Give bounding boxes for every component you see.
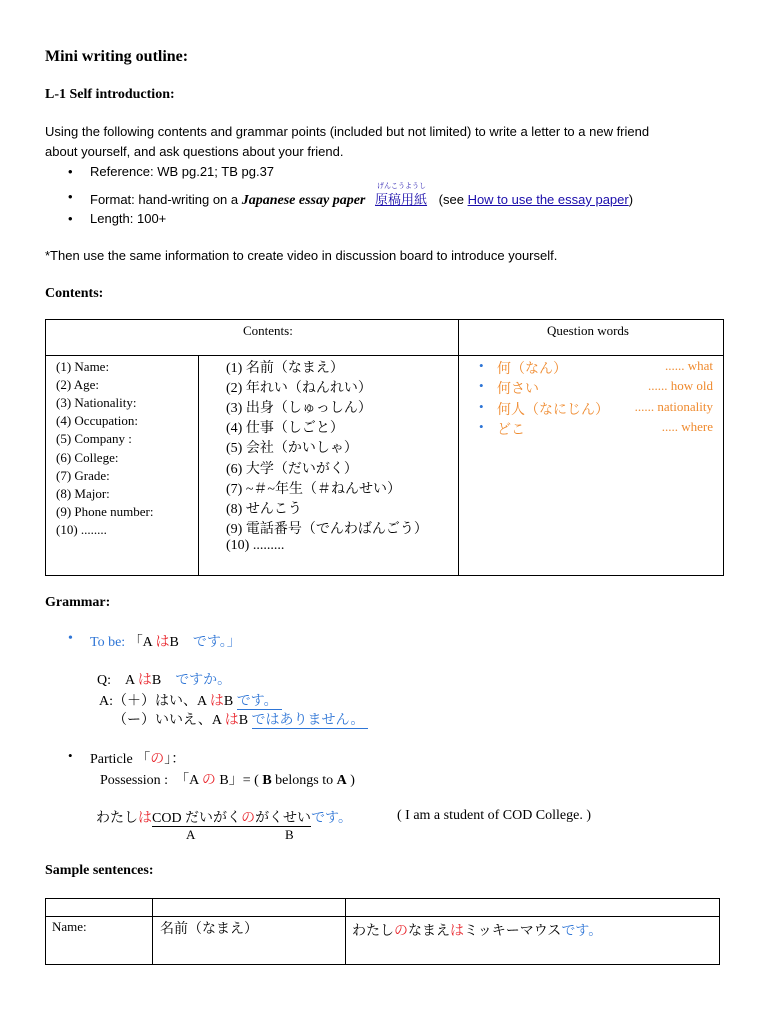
grammar-heading: Grammar: [45, 595, 111, 610]
sample-row-jp: 名前（なまえ） [160, 922, 258, 937]
label-a: A [186, 827, 196, 842]
particle-wa: は [137, 673, 152, 688]
tobe-open: 「A [128, 635, 156, 650]
particle-no: の [394, 924, 408, 939]
particle-wa: は [450, 924, 464, 939]
question-en: ..... where [661, 418, 713, 434]
possession-mid: belongs to [271, 773, 337, 788]
japanese-item: (2) 年れい（ねんれい） [226, 381, 372, 397]
question-jp: 何（なん） [497, 362, 567, 377]
s-namae: なまえ [408, 924, 450, 939]
a-b: B [223, 694, 237, 709]
possession-end: ) [346, 773, 355, 788]
see-prefix: (see [438, 192, 468, 207]
neg-dewa: ではありません。 [252, 713, 369, 729]
particle-close: 」： [164, 752, 186, 767]
english-item: (9) Phone number: [56, 503, 154, 519]
english-item: (10) ........ [56, 521, 107, 537]
bullet-format [90, 183, 634, 209]
particle-no: の [150, 752, 165, 767]
english-item: (6) College: [56, 449, 119, 465]
particle-label: Particle 「 [90, 752, 151, 767]
ex-watashi: わたし [96, 811, 138, 826]
question-en: ...... how old [648, 378, 713, 394]
genkoyoshi [375, 183, 431, 207]
particle-wa: は [155, 635, 170, 650]
english-item: (3) Nationality: [56, 395, 137, 411]
possession-b: B」= ( [215, 773, 263, 788]
sample-row-label: Name: [52, 919, 87, 934]
question-word-item [479, 398, 713, 419]
possession-bb: B [262, 773, 272, 788]
possession-line [100, 769, 355, 789]
particle-no: の [201, 773, 216, 788]
neg-b: B [238, 713, 252, 728]
tobe-b: B [169, 635, 193, 650]
format-prefix: Format: hand-writing on a [90, 192, 242, 207]
possession-label: Possession : 「A [100, 773, 202, 788]
japanese-item: (1) 名前（なまえ） [226, 361, 344, 376]
japanese-item: (6) 大学（だいがく） [226, 461, 358, 477]
japanese-item: (10) ......... [226, 537, 285, 553]
bullet-icon: • [479, 418, 484, 434]
see-suffix: ) [628, 192, 634, 207]
contents-heading: Contents: [45, 286, 104, 301]
tobe-label: To be: [90, 635, 126, 650]
sample-heading: Sample sentences: [45, 863, 154, 878]
divider [45, 355, 723, 356]
example-sentence [96, 807, 352, 827]
answer-negative-line [113, 709, 368, 729]
english-item: (5) Company : [56, 431, 132, 447]
genkoyoshi-text[interactable]: 原稿用紙 [375, 192, 428, 207]
example-translation: ( I am a student of COD College. ) [397, 808, 592, 823]
japanese-item: (4) 仕事（しごと） [226, 421, 344, 437]
s-desu: です。 [561, 924, 603, 939]
divider [152, 898, 153, 964]
format-bold: Japanese essay paper [241, 193, 366, 208]
divider [45, 916, 719, 917]
s-watashi: わたし [352, 924, 394, 939]
divider [458, 319, 459, 575]
label-b: B [285, 827, 294, 842]
particle-wa: は [138, 811, 152, 826]
japanese-item: (3) 出身（しゅっしん） [226, 401, 372, 417]
tobe-line [90, 631, 241, 651]
particle-no: の [241, 811, 256, 826]
intro-line-1: Using the following contents and grammar points (included but not limited) to write a letter to a new friend [45, 124, 650, 139]
lesson-title: L-1 Self introduction: [45, 87, 175, 102]
particle-wa: は [209, 694, 224, 709]
japanese-item: (9) 電話番号（でんわばんごう） [226, 521, 428, 537]
q-desuka: ですか。 [175, 673, 232, 688]
note: *Then use the same information to create video in discussion board to introduce yourself. [45, 248, 558, 263]
divider [345, 898, 346, 964]
q-b: B [151, 673, 176, 688]
particle-line [90, 748, 185, 768]
english-item: (2) Age: [56, 377, 99, 393]
english-item: (1) Name: [56, 359, 110, 374]
divider [198, 355, 199, 575]
essay-paper-link[interactable]: How to use the essay paper [467, 192, 629, 207]
japanese-item: (5) 会社（かいしゃ） [226, 441, 358, 457]
japanese-item: (8) せんこう [226, 501, 302, 517]
intro-line-2: about yourself, and ask questions about your friend. [45, 144, 344, 159]
question-word-item [479, 418, 713, 439]
bullet-icon: • [479, 378, 484, 394]
question-word-item [479, 378, 713, 398]
question-en: ...... what [664, 358, 713, 373]
a-label: A:（＋）はい、A [99, 694, 210, 709]
sample-table [45, 898, 719, 964]
header-question-words: Question words [547, 323, 629, 338]
bullet-icon: • [479, 358, 484, 373]
ex-cod: COD だいがく [152, 811, 242, 826]
question-jp: 何人（なにじん） [497, 402, 609, 418]
particle-wa: は [224, 713, 239, 728]
question-en: ...... nationality [634, 398, 713, 414]
bullet-reference: • Reference: WB pg.21; TB pg.37 [90, 164, 274, 179]
q-label: Q: A [97, 673, 138, 688]
ex-gakusei: がくせい [255, 811, 312, 826]
s-mickey: ミッキーマウス [464, 924, 562, 939]
ex-desu: です。 [311, 811, 352, 826]
a-desu: です。 [237, 694, 282, 710]
bullet-icon: • [479, 398, 484, 414]
page-title: Mini writing outline: [45, 48, 189, 65]
question-jp: 何さい [497, 382, 539, 398]
header-contents: Contents: [243, 323, 293, 338]
tobe-desu: です。」 [192, 635, 241, 650]
genkoyoshi-ruby: げんこうようし [377, 183, 427, 190]
english-item: (7) Grade: [56, 467, 110, 483]
possession-a: A [336, 773, 347, 788]
question-jp: どこ [497, 422, 525, 438]
sample-sentence [352, 920, 602, 940]
japanese-item: (7) ~＃~年生（＃ねんせい） [226, 481, 401, 497]
answer-positive-line [99, 690, 282, 710]
english-item: (4) Occupation: [56, 413, 138, 429]
english-item: (8) Major: [56, 485, 110, 501]
question-line [97, 669, 231, 689]
neg-label: （ー）いいえ、A [113, 713, 225, 728]
question-word-item [479, 358, 713, 378]
bullet-length: • Length: 100+ [90, 211, 166, 226]
contents-table [45, 319, 723, 575]
